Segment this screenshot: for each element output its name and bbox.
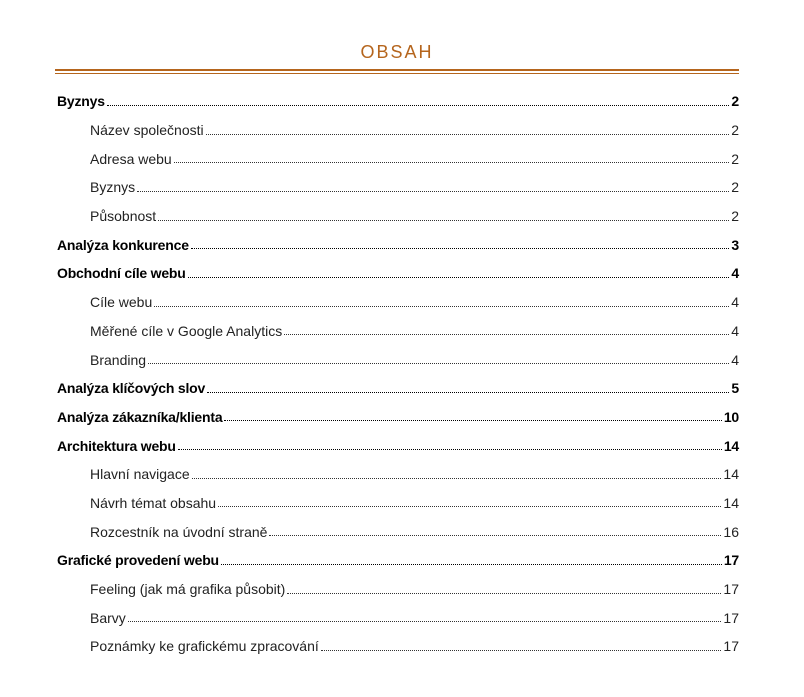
toc-entry-label: Poznámky ke grafickému zpracování [90,638,319,655]
toc-dot-leader [188,277,730,278]
toc-entry-label: Působnost [90,208,157,225]
toc-entry-label: Návrh témat obsahu [90,494,217,511]
toc-page-number: 2 [731,93,739,110]
toc-entry-heading[interactable] [57,87,739,116]
toc-dot-leader [191,248,730,249]
toc-page-number: 14 [723,437,739,454]
toc-entry-subheading[interactable] [57,317,739,346]
toc-entry-subheading[interactable] [57,173,739,202]
toc-entry-label: Byznys [90,179,136,196]
toc-page-number: 2 [731,122,739,139]
toc-dot-leader [174,162,729,163]
toc-page-number: 3 [731,236,739,253]
toc-page-number: 10 [723,408,739,425]
toc-entry-subheading[interactable] [57,489,739,518]
toc-entry-label: Analýza konkurence [57,236,189,253]
table-of-contents [57,87,739,661]
toc-page-number: 4 [731,322,739,339]
toc-entry-subheading[interactable] [57,575,739,604]
toc-dot-leader [284,334,729,335]
toc-entry-label: Analýza klíčových slov [57,380,206,397]
toc-entry-heading[interactable] [57,546,739,575]
toc-dot-leader [107,105,730,106]
toc-dot-leader [206,134,730,135]
toc-entry-label: Rozcestník na úvodní straně [90,523,268,540]
toc-entry-heading[interactable] [57,431,739,460]
toc-entry-subheading[interactable] [57,632,739,661]
toc-entry-label: Byznys [57,93,105,110]
toc-dot-leader [192,478,722,479]
toc-entry-subheading[interactable] [57,517,739,546]
toc-page-number: 17 [723,581,739,598]
title-divider-thick [55,69,739,71]
toc-entry-label: Grafické provedení webu [57,552,219,569]
toc-entry-subheading[interactable] [57,345,739,374]
toc-page-number: 5 [731,380,739,397]
toc-entry-label: Název společnosti [90,122,204,139]
toc-dot-leader [221,564,722,565]
toc-entry-label: Obchodní cíle webu [57,265,186,282]
toc-page-number: 17 [723,609,739,626]
toc-entry-heading[interactable] [57,259,739,288]
toc-dot-leader [128,621,722,622]
toc-dot-leader [207,392,729,393]
toc-entry-label: Architektura webu [57,437,176,454]
toc-dot-leader [158,220,729,221]
toc-page-number: 17 [723,638,739,655]
toc-page-number: 14 [723,494,739,511]
toc-entry-label: Analýza zákazníka/klienta [57,408,223,425]
toc-page-number: 2 [731,179,739,196]
toc-dot-leader [224,420,721,421]
toc-entry-label: Barvy [90,609,126,626]
toc-entry-heading[interactable] [57,230,739,259]
toc-entry-subheading[interactable] [57,603,739,632]
toc-dot-leader [287,593,721,594]
toc-page-number: 4 [731,351,739,368]
toc-page-number: 16 [723,523,739,540]
toc-page-number: 4 [731,265,739,282]
toc-dot-leader [321,650,722,651]
toc-dot-leader [178,449,722,450]
toc-entry-label: Měřené cíle v Google Analytics [90,322,283,339]
toc-entry-label: Adresa webu [90,150,172,167]
toc-entry-heading[interactable] [57,374,739,403]
toc-dot-leader [218,506,721,507]
toc-page-number: 2 [731,150,739,167]
toc-entry-subheading[interactable] [57,460,739,489]
toc-page-number: 14 [723,466,739,483]
toc-entry-subheading[interactable] [57,288,739,317]
toc-page-number: 17 [723,552,739,569]
toc-entry-heading[interactable] [57,403,739,432]
toc-entry-label: Feeling (jak má grafika působit) [90,581,286,598]
toc-entry-subheading[interactable] [57,116,739,145]
toc-dot-leader [137,191,729,192]
toc-entry-label: Hlavní navigace [90,466,190,483]
toc-page-number: 2 [731,208,739,225]
toc-entry-subheading[interactable] [57,202,739,231]
toc-dot-leader [154,306,729,307]
toc-title: OBSAH [360,42,434,62]
toc-entry-subheading[interactable] [57,144,739,173]
toc-dot-leader [148,363,729,364]
toc-entry-label: Branding [90,351,147,368]
title-divider-thin [55,73,739,74]
toc-page-number: 4 [731,294,739,311]
toc-dot-leader [269,535,721,536]
toc-entry-label: Cíle webu [90,294,153,311]
